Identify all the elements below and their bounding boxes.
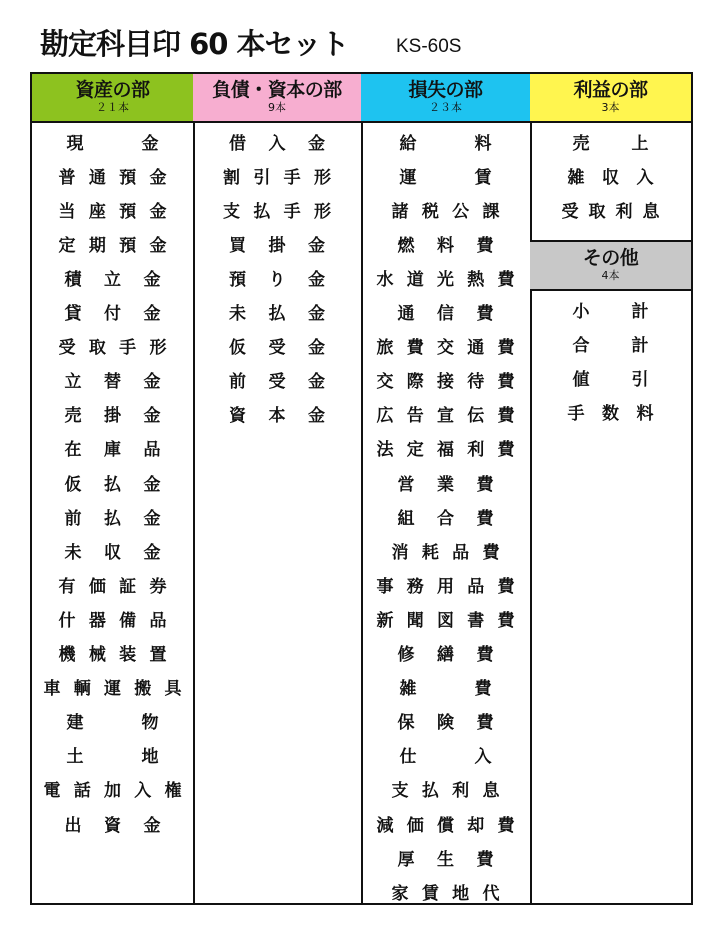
section-header xyxy=(193,74,361,123)
account-item xyxy=(32,533,193,567)
account-item xyxy=(32,772,193,806)
account-item-label: 諸税公課 xyxy=(391,201,500,222)
account-item xyxy=(32,670,193,704)
account-item xyxy=(361,158,530,192)
account-item-label: 借入金 xyxy=(229,133,325,154)
account-item-label: 出資金 xyxy=(64,815,161,836)
section-count: 9本 xyxy=(268,101,286,114)
column-3 xyxy=(361,74,532,903)
account-item-label: 立替金 xyxy=(64,372,161,393)
account-item xyxy=(361,533,530,567)
account-item xyxy=(32,192,193,226)
account-item xyxy=(530,158,691,192)
section-header-other xyxy=(530,240,691,291)
account-item-label: 燃料費 xyxy=(397,235,494,256)
account-item-label: 売上 xyxy=(572,133,649,154)
product-code: KS-60S xyxy=(396,36,462,57)
account-item xyxy=(32,431,193,465)
section-title: 利益の部 xyxy=(573,79,648,101)
account-item xyxy=(32,260,193,294)
section-count: 3本 xyxy=(601,101,620,114)
account-item xyxy=(32,704,193,738)
account-item-label: 修繕費 xyxy=(397,645,494,665)
account-item xyxy=(32,363,193,397)
section-header xyxy=(32,74,193,123)
account-item-label: 営業費 xyxy=(397,474,494,495)
account-item-label: 割引手形 xyxy=(223,167,331,188)
account-item xyxy=(32,158,193,192)
account-item-label: 車輌運搬具 xyxy=(43,679,182,700)
account-item-label: 小計 xyxy=(572,301,649,322)
account-item-label: 未収金 xyxy=(64,542,161,563)
account-item-label: 機械装置 xyxy=(58,645,167,665)
account-item xyxy=(361,704,530,738)
account-item-label: 当座預金 xyxy=(58,201,167,222)
account-item-label: 旅費交通費 xyxy=(376,338,515,359)
account-item-label: 事務用品費 xyxy=(376,576,515,597)
account-item xyxy=(361,431,530,465)
account-item-label: 組合費 xyxy=(397,508,494,529)
account-item-label: 資本金 xyxy=(229,406,325,427)
account-item xyxy=(361,772,530,806)
account-item-label: 受取手形 xyxy=(58,338,167,359)
account-item xyxy=(193,260,361,294)
account-item-label: 手数料 xyxy=(567,403,654,424)
account-item-label: 電話加入権 xyxy=(43,781,182,802)
account-item xyxy=(361,329,530,363)
account-item xyxy=(361,567,530,601)
account-item-label: 定期預金 xyxy=(58,235,167,256)
column-2 xyxy=(193,74,363,903)
account-item xyxy=(32,738,193,772)
section-header xyxy=(361,74,530,123)
section-title: 資産の部 xyxy=(75,79,150,101)
account-item-label: 消耗品費 xyxy=(391,542,500,563)
account-item xyxy=(361,601,530,635)
account-item-label: 支払手形 xyxy=(223,201,331,222)
account-item xyxy=(361,806,530,840)
account-item xyxy=(32,295,193,329)
account-item-label: 有価証券 xyxy=(58,576,167,597)
account-item-label: 売掛金 xyxy=(64,406,161,427)
account-item-label: 通信費 xyxy=(397,304,494,324)
account-item-label: 法定福利費 xyxy=(376,440,515,461)
account-item xyxy=(530,394,691,428)
account-item xyxy=(193,295,361,329)
account-item xyxy=(361,499,530,533)
account-item xyxy=(361,192,530,226)
account-item-label: 雑費 xyxy=(399,679,492,700)
account-item-label: 合計 xyxy=(572,335,649,356)
account-item xyxy=(193,397,361,431)
account-item-label: 保険費 xyxy=(397,713,494,734)
page-title: 勘定科目印 60 本セット xyxy=(40,27,349,61)
account-item-label: 仕入 xyxy=(399,747,492,768)
account-item-label: 預り金 xyxy=(229,269,325,290)
account-item xyxy=(530,360,691,394)
account-item-label: 広告宣伝費 xyxy=(376,406,515,427)
account-table xyxy=(30,72,693,905)
section-title: 損失の部 xyxy=(408,79,483,101)
account-item xyxy=(32,636,193,670)
account-item-label: 交際接待費 xyxy=(376,372,515,393)
account-item-label: 運賃 xyxy=(399,167,492,188)
account-item-label: 買掛金 xyxy=(229,235,325,256)
account-item xyxy=(530,326,691,360)
account-item xyxy=(361,874,530,908)
account-item-label: 積立金 xyxy=(64,269,161,290)
account-item xyxy=(530,124,691,158)
section-title: その他 xyxy=(582,247,639,269)
account-item xyxy=(361,226,530,260)
account-item xyxy=(361,840,530,874)
section-title: 負債・資本の部 xyxy=(212,79,342,101)
account-item-label: 什器備品 xyxy=(58,610,167,631)
account-item xyxy=(193,192,361,226)
account-item xyxy=(193,124,361,158)
account-item-label: 貸付金 xyxy=(64,304,161,324)
account-item xyxy=(32,601,193,635)
account-item-label: 在庫品 xyxy=(64,440,161,461)
account-item xyxy=(361,738,530,772)
account-item xyxy=(193,363,361,397)
section-count: ２３本 xyxy=(429,101,462,114)
account-item-label: 建物 xyxy=(66,713,159,734)
account-item xyxy=(361,465,530,499)
account-item xyxy=(32,329,193,363)
account-item xyxy=(32,465,193,499)
section-header xyxy=(530,74,691,123)
account-item xyxy=(530,192,691,226)
column-4 xyxy=(530,74,691,903)
account-item-label: 新聞図書費 xyxy=(376,610,515,631)
account-item-label: 値引 xyxy=(572,369,649,390)
account-item-label: 前受金 xyxy=(229,372,325,393)
account-item-label: 未払金 xyxy=(229,304,325,324)
section-count: 4本 xyxy=(601,269,620,282)
account-item-label: 仮受金 xyxy=(229,338,325,359)
account-item xyxy=(361,636,530,670)
account-item-label: 普通預金 xyxy=(58,167,167,188)
account-item-label: 家賃地代 xyxy=(391,883,500,904)
section-count: ２１本 xyxy=(96,101,129,114)
account-item-label: 厚生費 xyxy=(397,849,494,870)
account-item xyxy=(32,397,193,431)
account-item xyxy=(530,292,691,326)
account-item xyxy=(361,397,530,431)
account-item-label: 受取利息 xyxy=(561,201,660,222)
account-item-label: 仮払金 xyxy=(64,474,161,495)
account-item xyxy=(361,124,530,158)
account-item-label: 雑収入 xyxy=(567,167,654,188)
account-item-label: 水道光熱費 xyxy=(376,269,515,290)
account-item xyxy=(32,806,193,840)
account-item xyxy=(361,260,530,294)
account-item xyxy=(193,158,361,192)
account-item-label: 現金 xyxy=(66,133,159,154)
account-item xyxy=(32,226,193,260)
account-item xyxy=(361,670,530,704)
account-item-label: 土地 xyxy=(66,747,159,768)
account-item-label: 支払利息 xyxy=(391,781,500,802)
column-1 xyxy=(32,74,195,903)
account-item xyxy=(32,124,193,158)
account-item xyxy=(361,295,530,329)
account-item xyxy=(32,567,193,601)
account-item xyxy=(361,363,530,397)
account-item xyxy=(193,329,361,363)
account-item xyxy=(193,226,361,260)
account-item-label: 減価償却費 xyxy=(376,815,515,836)
account-item-label: 前払金 xyxy=(64,508,161,529)
account-item xyxy=(32,499,193,533)
account-item-label: 給料 xyxy=(399,133,492,154)
